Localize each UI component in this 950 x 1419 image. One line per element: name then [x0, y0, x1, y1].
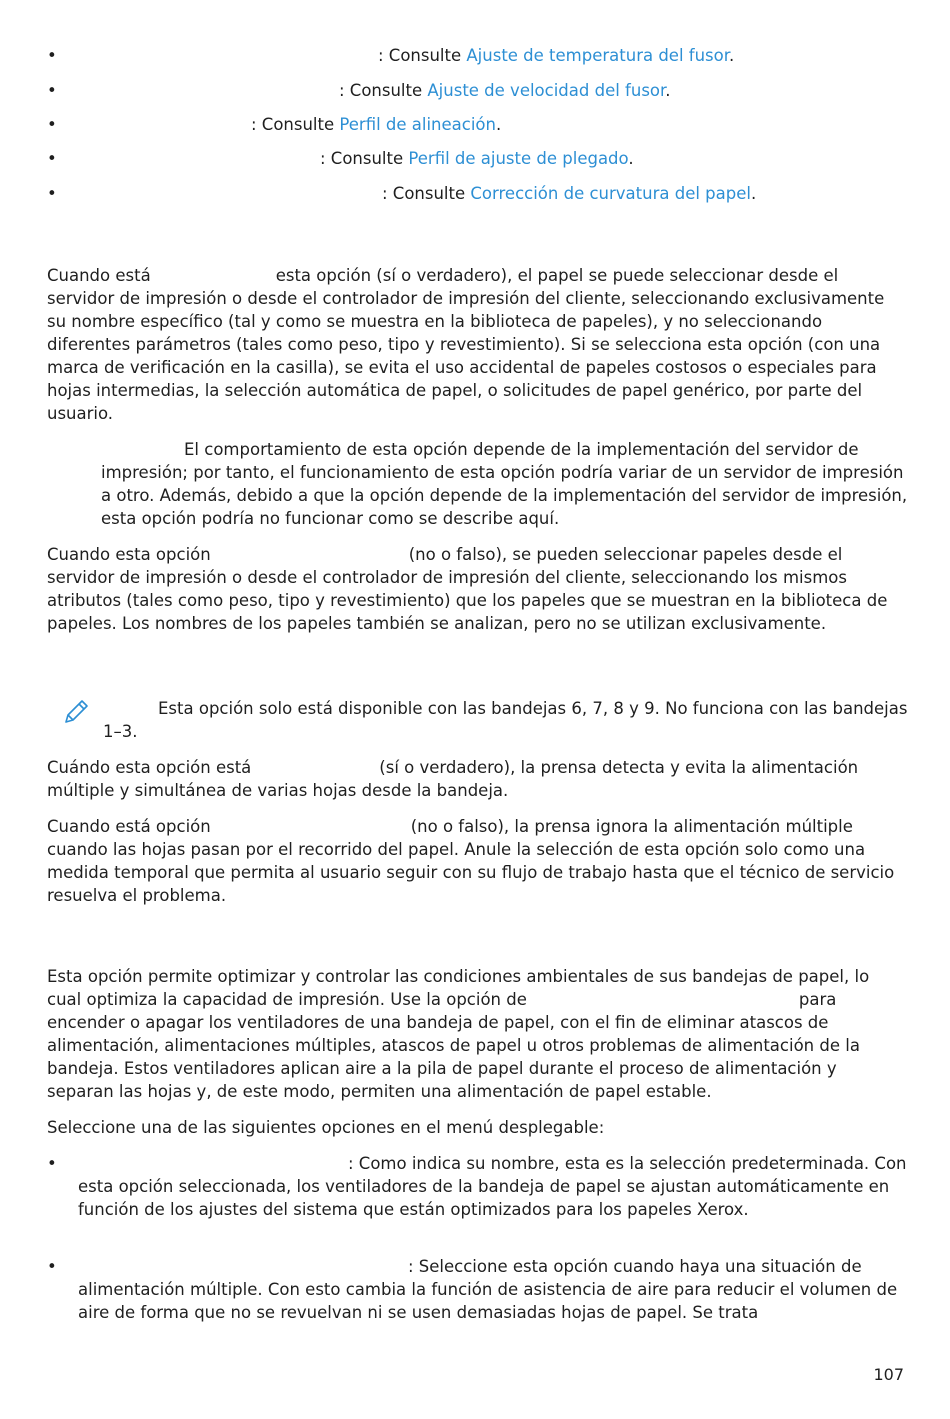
- bullet-marker: •: [47, 1154, 57, 1173]
- link-fold-adjustment-profile[interactable]: Perfil de ajuste de plegado: [408, 149, 629, 168]
- link-fuser-speed[interactable]: Ajuste de velocidad del fusor: [427, 81, 666, 100]
- page-number: 107: [873, 1365, 904, 1384]
- link-alignment-profile[interactable]: Perfil de alineación: [339, 115, 496, 134]
- link-fuser-temperature[interactable]: Ajuste de temperatura del fusor: [466, 46, 730, 65]
- ref-prefix: : Consulte: [251, 115, 340, 134]
- bullet-marker: •: [47, 1257, 57, 1276]
- paragraph-air-assist-intro: Esta opción permite optimizar y controlar las condiciones ambientales de sus bandejas de papel, lo cual optimiza la capacidad de impresión. Use la opción de para encender o apagar los ventiladores de una bandeja de papel, con el fin de eliminar atascos de alimentación, alimentaciones múltiples, atascos de papel u otros problemas de alimentación de la bandeja. Estos ventiladores aplican aire a la pila de papel durante el proceso de alimentación y separan las hojas y, de este modo, permiten una alimentación de papel estable.: [47, 967, 870, 1101]
- note-text: El comportamiento de esta opción depende de la implementación del servidor de impresión; por tanto, el funcionamiento de esta opción podría variar de un servidor de impresión a otro. Además, debido a que la opción depende de la implementación del servidor de impresión, esta opción podría no funcionar como se describe aquí.: [101, 440, 908, 528]
- paragraph-multifeed-enabled: Cuándo esta opción está (sí o verdadero), la prensa detecta y evita la alimentación múltiple y simultánea de varias hojas desde la bandeja.: [47, 758, 859, 800]
- paragraph-strict-name-enabled: Cuando está esta opción (sí o verdadero), el papel se puede seleccionar desde el servidor de impresión o desde el controlador de impresión del cliente, seleccionando exclusivamente su nombre específico (tal y como se muestra en la biblioteca de papeles), y no seleccionando diferentes parámetros (tales como peso, tipo y revestimiento). Si se selecciona esta opción (con una marca de verificación en la casilla), se evita el uso accidental de papeles costosos o especiales para hojas intermedias, la selección automática de papel, o solicitudes de papel genérico, por parte del usuario.: [47, 266, 885, 423]
- ref-prefix: : Consulte: [382, 184, 471, 203]
- bullet-marker: •: [47, 46, 57, 65]
- paragraph-strict-name-disabled: Cuando esta opción (no o falso), se pueden seleccionar papeles desde el servidor de impresión o desde el controlador de impresión del cliente, seleccionando los mismos atributos (tales como peso, tipo y revestimiento) que los papeles que se muestran en la biblioteca de papeles. Los nombres de los papeles también se analizan, pero no se utilizan exclusivamente.: [47, 545, 888, 633]
- bullet-marker: •: [47, 115, 57, 134]
- paragraph-select-option: Seleccione una de las siguientes opciones en el menú desplegable:: [47, 1118, 605, 1137]
- bullet-marker: •: [47, 81, 57, 100]
- paragraph-multifeed-disabled: Cuando está opción (no o falso), la prensa ignora la alimentación múltiple cuando las hojas pasan por el recorrido del papel. Anule la selección de esta opción solo como una medida temporal que permita al usuario seguir con su flujo de trabajo hasta que el técnico de servicio resuelva el problema.: [47, 817, 895, 905]
- ref-prefix: : Consulte: [378, 46, 467, 65]
- ref-prefix: : Consulte: [320, 149, 409, 168]
- bullet-marker: •: [47, 184, 57, 203]
- note-text: Esta opción solo está disponible con las bandejas 6, 7, 8 y 9. No funciona con las bandejas 1–3.: [103, 699, 908, 741]
- bullet-marker: •: [47, 149, 57, 168]
- link-paper-curl-correction[interactable]: Corrección de curvatura del papel: [470, 184, 751, 203]
- ref-prefix: : Consulte: [339, 81, 428, 100]
- pencil-note-icon: [61, 697, 91, 727]
